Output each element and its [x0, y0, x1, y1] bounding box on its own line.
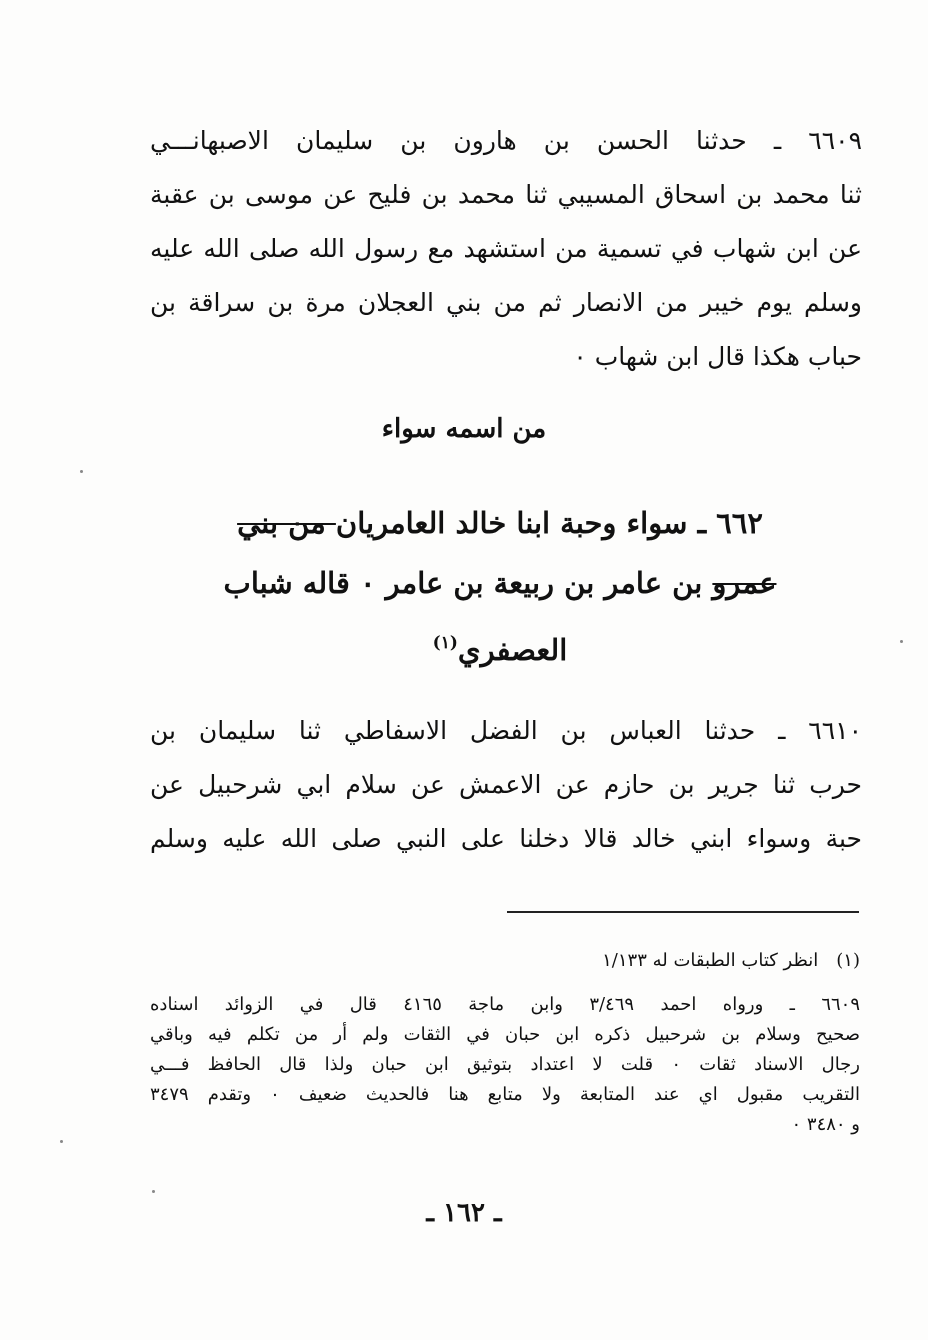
hadith-6610-text: [150, 704, 862, 866]
text-line: حرب ثنا جرير بن حازم عن الاعمش عن سلام ابي شرحبيل عن: [150, 770, 862, 799]
footnote-line: ٦٦٠٩ ـ ورواه احمد ٣/٤٦٩ وابن ماجة ٤١٦٥ قال في الزوائد اسناده: [150, 994, 860, 1015]
entry-title-text: بن عامر بن ربيعة بن عامر ٠ قاله شباب: [223, 566, 713, 600]
text-line: عن ابن شهاب في تسمية من استشهد مع رسول الله صلى الله عليه: [150, 234, 862, 263]
text-line: حبة وسواء ابني خالد قالا دخلنا على النبي صلى الله عليه وسلم: [150, 824, 862, 853]
footnote-text: انظر كتاب الطبقات له ١/١٣٣: [602, 950, 819, 971]
entry-title: [220, 494, 780, 674]
footnote-marker: (١): [836, 950, 860, 971]
footnote-1: [150, 946, 860, 976]
entry-title-text: ٦٦٢ ـ سواء وحبة ابنا خالد العامريان: [335, 506, 763, 540]
footnote-line: التقريب مقبول اي عند المتابعة ولا متابع هنا فالحديث ضعيف ٠ وتقدم ٣٤٧٩: [150, 1084, 860, 1105]
section-heading: من اسمه سواء: [381, 414, 547, 444]
entry-title-text: العصفري: [457, 633, 568, 667]
scan-speck: [152, 1190, 155, 1193]
text-line: حباب هكذا قال ابن شهاب ٠: [573, 342, 862, 371]
scan-speck: [60, 1140, 63, 1143]
text-line: ثنا محمد بن اسحاق المسيبي ثنا محمد بن فليح عن موسى بن عقبة: [150, 180, 862, 209]
entry-title-line-3: [220, 614, 780, 674]
page-number: ـ ١٦٢ ـ: [426, 1198, 502, 1228]
struck-text: عمرو: [712, 566, 777, 600]
entry-title-line-2: [220, 554, 780, 614]
entry-title-line-1: [220, 494, 780, 554]
text-line: وسلم يوم خيبر من الانصار ثم من بني العجلان مرة بن سراقة بن: [150, 288, 862, 317]
scan-speck: [80, 470, 83, 473]
text-line: ٦٦١٠ ـ حدثنا العباس بن الفضل الاسفاطي ثنا سليمان بن: [150, 716, 862, 745]
text-line: ٦٦٠٩ ـ حدثنا الحسن بن هارون بن سليمان الاصبهانـــي: [150, 126, 862, 155]
footnote-reference: (١): [432, 633, 458, 653]
scan-speck: [900, 640, 903, 643]
footnote-separator: [507, 911, 859, 913]
struck-text: من بني: [237, 506, 336, 540]
footnote-line: و ٣٤٨٠ ٠: [791, 1114, 860, 1135]
footnote-line: صحيح وسلام بن شرحبيل ذكره ابن حبان في الثقات ولم أر من تكلم فيه وباقي: [150, 1024, 860, 1045]
hadith-6609-text: [150, 114, 862, 384]
footnote-line: رجال الاسناد ثقات ٠ قلت لا اعتداد بتوثيق ابن حبان ولذا قال الحافظ فـــي: [150, 1054, 861, 1075]
footnote-6609: [150, 990, 860, 1140]
